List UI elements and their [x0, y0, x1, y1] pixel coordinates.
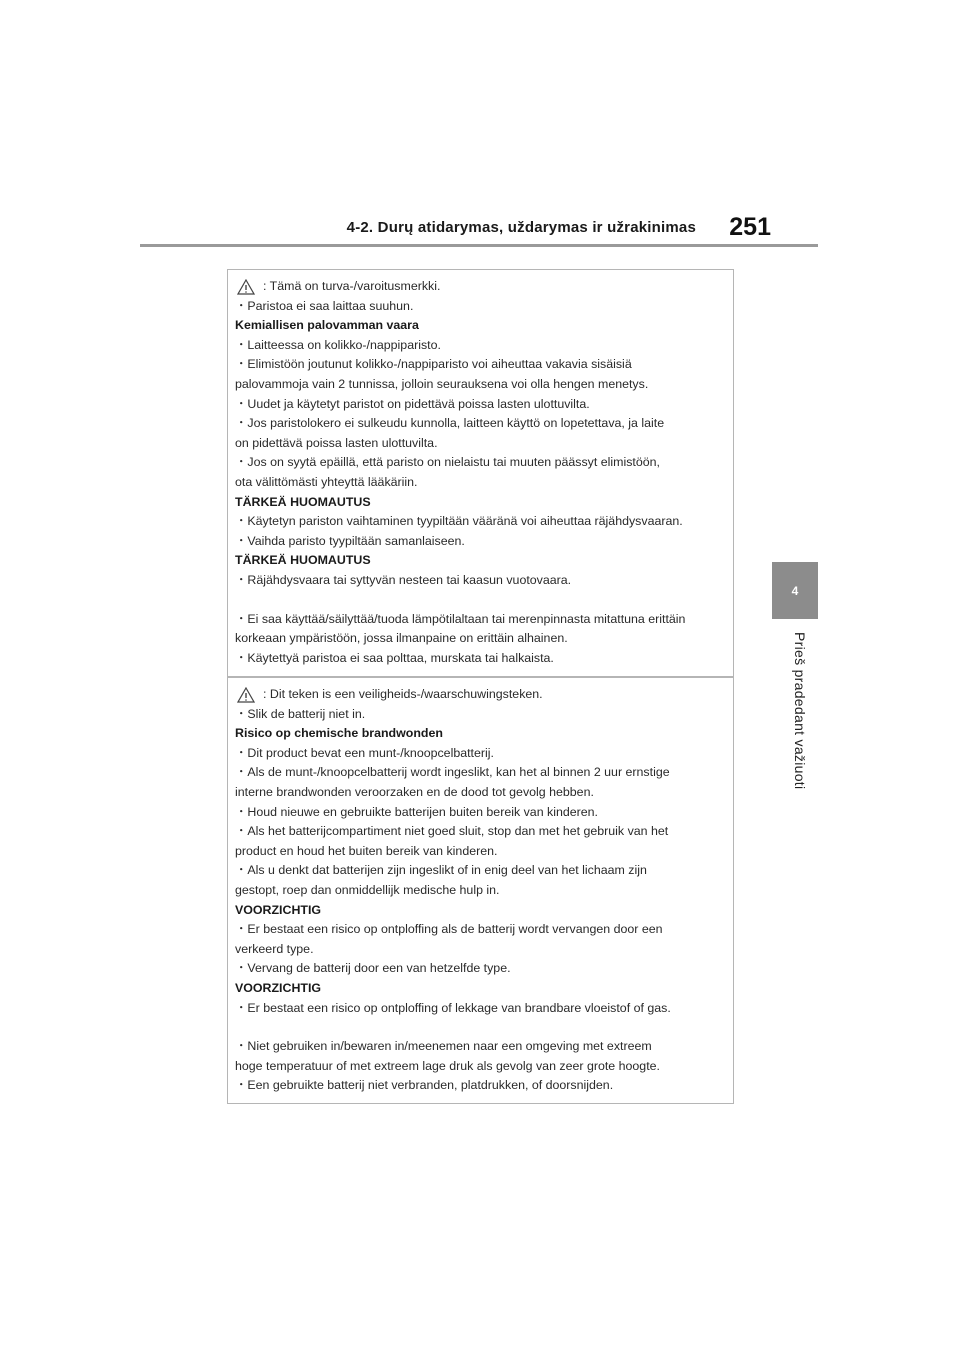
notice-finnish — [227, 269, 734, 677]
notice-line: hoge temperatuur of met extreem lage druk als gevolg van zeer grote hoogte. — [235, 1058, 660, 1073]
notice-line: ・Als het batterijcompartiment niet goed sluit, stop dan met het gebruik van het — [235, 824, 669, 839]
section-title: 4-2. Durų atidarymas, uždarymas ir užrakinimas — [346, 219, 696, 236]
notice-line: ・Dit product bevat een munt-/knoopcelbatterij. — [235, 745, 494, 760]
notice-line: korkeaan ympäristöön, jossa ilmanpaine on erittäin alhainen. — [235, 631, 568, 646]
notice-line: ・Paristoa ei saa laittaa suuhun. — [235, 298, 414, 313]
notice-line: on pidettävä poissa lasten ulottuvilta. — [235, 435, 438, 450]
notice-line: ・Jos paristolokero ei sulkeudu kunnolla, laitteen käyttö on lopetettava, ja laite — [235, 416, 665, 431]
notice-line: ・Als u denkt dat batterijen zijn ingeslikt of in enig deel van het lichaam zijn — [235, 863, 647, 878]
notice-heading: VOORZICHTIG — [235, 980, 322, 995]
chapter-label: Prieš pradedant važiuoti — [792, 632, 808, 790]
notice-line: ・Jos on syytä epäillä, että paristo on nielaistu tai muuten päässyt elimistöön, — [235, 455, 660, 470]
warning-triangle-icon — [237, 279, 255, 295]
notice-line: ・Er bestaat een risico op ontploffing of lekkage van brandbare vloeistof of gas. — [235, 1000, 671, 1015]
warning-triangle-icon — [237, 687, 255, 703]
notice-heading: Risico op chemische brandwonden — [235, 726, 443, 741]
notice-line: ・Uudet ja käytetyt paristot on pidettävä poissa lasten ulottuvilta. — [235, 396, 590, 411]
warning-line: : Dit teken is een veiligheids-/waarschuwingsteken. — [237, 685, 726, 705]
notice-line: ・Ei saa käyttää/säilyttää/tuoda lämpötilaltaan tai merenpinnasta mitattuna erittäin — [235, 611, 686, 626]
page-number: 251 — [729, 213, 771, 241]
chapter-number: 4 — [791, 583, 799, 598]
notice-heading: VOORZICHTIG — [235, 902, 322, 917]
notice-line: interne brandwonden veroorzaken en de dood tot gevolg hebben. — [235, 784, 594, 799]
notice-dutch — [227, 677, 734, 1104]
notice-line: ・Laitteessa on kolikko-/nappiparisto. — [235, 337, 441, 352]
notice-line: ・Vaihda paristo tyypiltään samanlaiseen. — [235, 533, 465, 548]
notice-line: ・Elimistöön joutunut kolikko-/nappiparisto voi aiheuttaa vakavia sisäisiä — [235, 357, 632, 372]
notice-heading: Kemiallisen palovamman vaara — [235, 318, 419, 333]
notice-line: ・Niet gebruiken in/bewaren in/meenemen naar een omgeving met extreem — [235, 1039, 652, 1054]
warning-line: : Tämä on turva-/varoitusmerkki. — [237, 277, 726, 297]
notice-line: gestopt, roep dan onmiddellijk medische hulp in. — [235, 882, 500, 897]
notice-line: ・Er bestaat een risico op ontploffing als de batterij wordt vervangen door een — [235, 922, 663, 937]
notice-heading: TÄRKEÄ HUOMAUTUS — [235, 553, 371, 568]
notice-line: ・Vervang de batterij door een van hetzelfde type. — [235, 961, 511, 976]
header-divider — [140, 244, 818, 247]
notice-line: ・Een gebruikte batterij niet verbranden, platdrukken, of doorsnijden. — [235, 1078, 614, 1093]
notice-line: product en houd het buiten bereik van kinderen. — [235, 843, 498, 858]
notice-line: ・Käytetyn pariston vaihtaminen tyypiltään vääränä voi aiheuttaa räjähdysvaaran. — [235, 514, 683, 529]
notice-line: ・Houd nieuwe en gebruikte batterijen buiten bereik van kinderen. — [235, 804, 599, 819]
notice-line: ota välittömästi yhteyttä lääkäriin. — [235, 474, 418, 489]
notice-line: ・Käytettyä paristoa ei saa polttaa, murskata tai halkaista. — [235, 650, 554, 665]
notice-line: ・Als de munt-/knoopcelbatterij wordt ingeslikt, kan het al binnen 2 uur ernstige — [235, 765, 670, 780]
notice-line: palovammoja vain 2 tunnissa, jolloin seurauksena voi olla hengen menetys. — [235, 376, 649, 391]
notice-heading: TÄRKEÄ HUOMAUTUS — [235, 494, 371, 509]
notice-line: verkeerd type. — [235, 941, 314, 956]
chapter-tab — [772, 562, 818, 619]
notice-line: ・Räjähdysvaara tai syttyvän nesteen tai kaasun vuotovaara. — [235, 572, 572, 587]
notice-line: ・Slik de batterij niet in. — [235, 706, 366, 721]
